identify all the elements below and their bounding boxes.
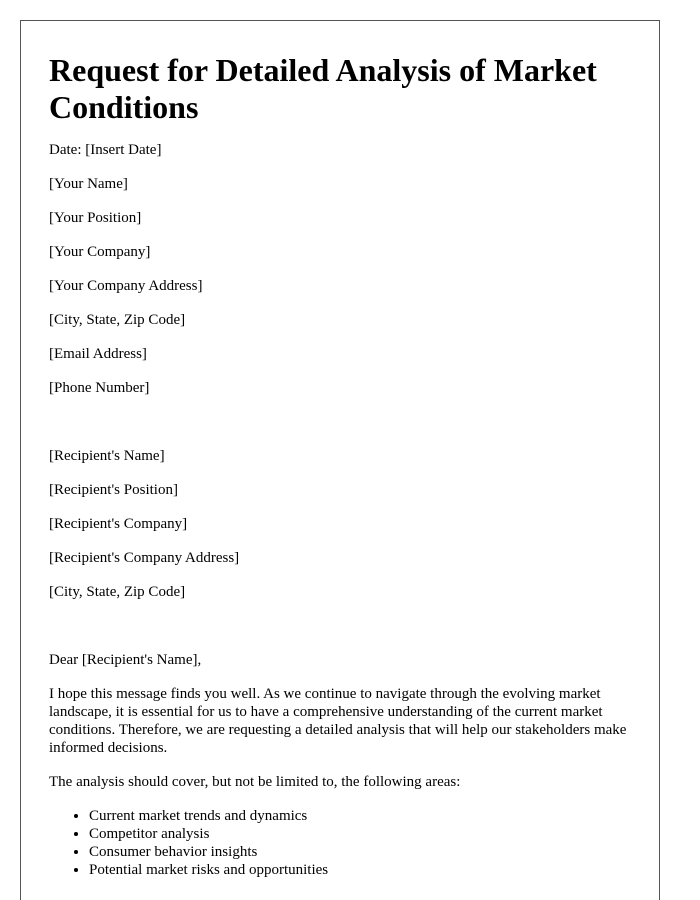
recipient-name: [Recipient's Name] [49,448,165,464]
list-item: • Competitor analysis [89,825,631,843]
sender-company: [Your Company] [49,244,151,260]
letter-title: Request for Detailed Analysis of Market Conditions [49,52,597,125]
recipient-company: [Recipient's Company] [49,516,188,532]
sender-block [49,175,631,397]
letter-page [20,20,660,900]
list-intro: The analysis should cover, but not be limited to, the following areas: [49,774,461,790]
sender-name: [Your Name] [49,176,128,192]
recipient-company-address: [Recipient's Company Address] [49,550,240,566]
sender-email: [Email Address] [49,346,147,362]
recipient-block [49,447,631,601]
list-item: • Current market trends and dynamics [89,807,631,825]
sender-phone: [Phone Number] [49,380,150,396]
salutation: Dear [Recipient's Name], [49,652,202,668]
list-item: • Consumer behavior insights [89,843,631,861]
body-paragraph: I hope this message finds you well. As we continue to navigate through the evolving market landscape, it is essential for us to have a comprehensive understanding of the current market conditions. Therefore, we are requesting a detailed analysis that will help our stakeholders make informed decisions. [49,686,627,756]
recipient-position: [Recipient's Position] [49,482,178,498]
analysis-areas-list [49,807,631,879]
sender-city-state-zip: [City, State, Zip Code] [49,312,186,328]
list-item: • Potential market risks and opportunities [89,861,631,879]
sender-position: [Your Position] [49,210,142,226]
letter-date: Date: [Insert Date] [49,142,162,158]
sender-company-address: [Your Company Address] [49,278,203,294]
recipient-city-state-zip: [City, State, Zip Code] [49,584,186,600]
